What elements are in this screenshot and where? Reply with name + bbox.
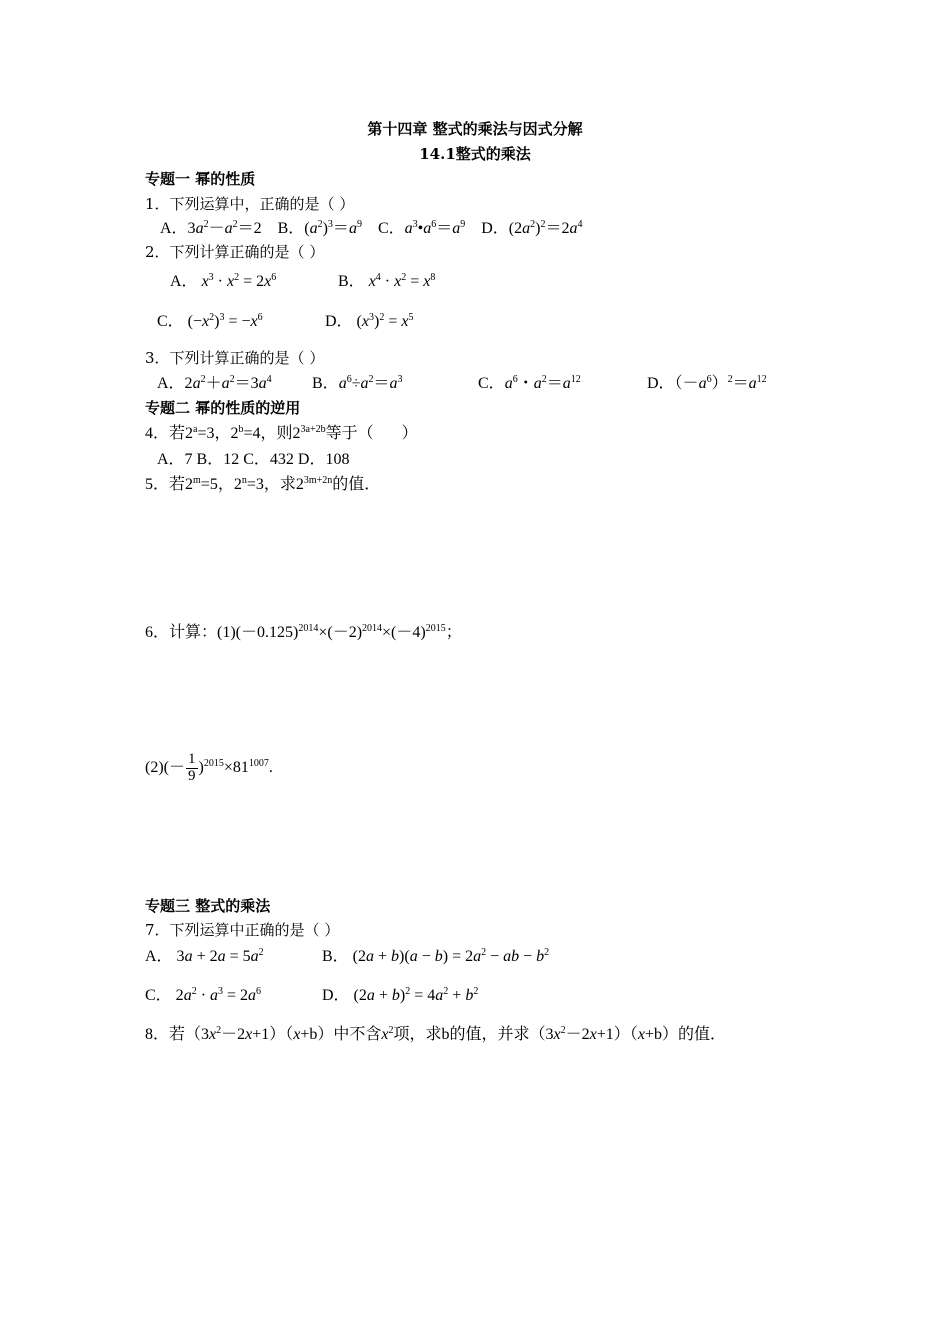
question-1-stem: 1．下列运算中，正确的是（ ） — [145, 195, 355, 213]
question-2-option-b: B． $x^4 \cdot x^2 = x^8$ — [338, 272, 436, 290]
question-8-stem: 8．若$(3x^2-2x+1)(x+b)$中不含$x^2$项，求b的值，并求$(3x^2-2x+1)(x+b)$的值． — [145, 1025, 726, 1043]
question-7-stem: 7．下列运算中正确的是（ ） — [145, 921, 340, 939]
question-5-stem: 5．若$2^m=5$，$2^n=3$，求$2^{3m+2n}$的值． — [145, 475, 381, 493]
chapter-title: 第十四章 整式的乘法与因式分解 — [367, 120, 583, 138]
question-7-option-b: B． $(2a + b)(a - b) = 2a^2$ − ab − $b^2$ — [322, 947, 550, 965]
question-7-option-a: A． $3a + 2a = 5a^2$ — [145, 947, 264, 965]
section-title: 14.1整式的乘法 — [419, 145, 531, 163]
question-2-option-d: D． $(x^3)^2 = x^5$ — [325, 312, 414, 330]
question-6-part-1: 6．计算：$(1)(-0.125)^{2014}\times(-2)^{2014}\times(-4)^{2015}$； — [145, 623, 462, 641]
topic-2-heading: 专题二 幂的性质的逆用 — [145, 399, 301, 417]
question-3-option-a: A．$2a^2+a^2=3a^4$ — [157, 374, 272, 392]
question-2-option-a: A． $x^3 \cdot x^2 = 2x^6$ — [170, 272, 277, 290]
question-1-options: A．$3a^2-a^2=2$ B．$(a^2)^3=a^9$ C．$a^3•a^6=a^9$ D．$(2a^2)^2=2a^4$ — [160, 219, 583, 237]
question-3-option-c: C．$a^6$・$a^2=a^{12}$ — [478, 374, 581, 392]
topic-1-heading: 专题一 幂的性质 — [145, 170, 256, 188]
fraction-one-ninth: $\frac{1}{9}$ — [188, 751, 196, 784]
question-3-option-b: B．$a^6\div a^2=a^3$ — [312, 374, 403, 392]
question-3-stem: 3．下列计算正确的是（ ） — [145, 349, 325, 367]
topic-3-heading: 专题三 整式的乘法 — [145, 897, 271, 915]
question-2-stem: 2．下列计算正确的是（ ） — [145, 243, 325, 261]
question-3-option-d: D．$(-a^6)^2=a^{12}$ — [647, 374, 767, 392]
question-4-options: A．7 B．12 C．432 D．108 — [157, 451, 350, 468]
question-7-option-c: C． $2a^2 \cdot a^3 = 2a^6$ — [145, 986, 262, 1004]
question-7-option-d: D． $(2a + b)^2 = 4a^2 + b^2$ — [322, 986, 479, 1004]
question-2-option-c: C． $(-x^2)^3 = -x^6$ — [157, 312, 263, 330]
question-6-part-2: (2)(－ $\frac{1}{9}$ )$^{2015}\times 81^{1007}$. — [145, 751, 273, 784]
question-4-stem: 4．若$2^a=3$，$2^b=4$，则$2^{3a+2b}$等于（ ） — [145, 424, 418, 442]
